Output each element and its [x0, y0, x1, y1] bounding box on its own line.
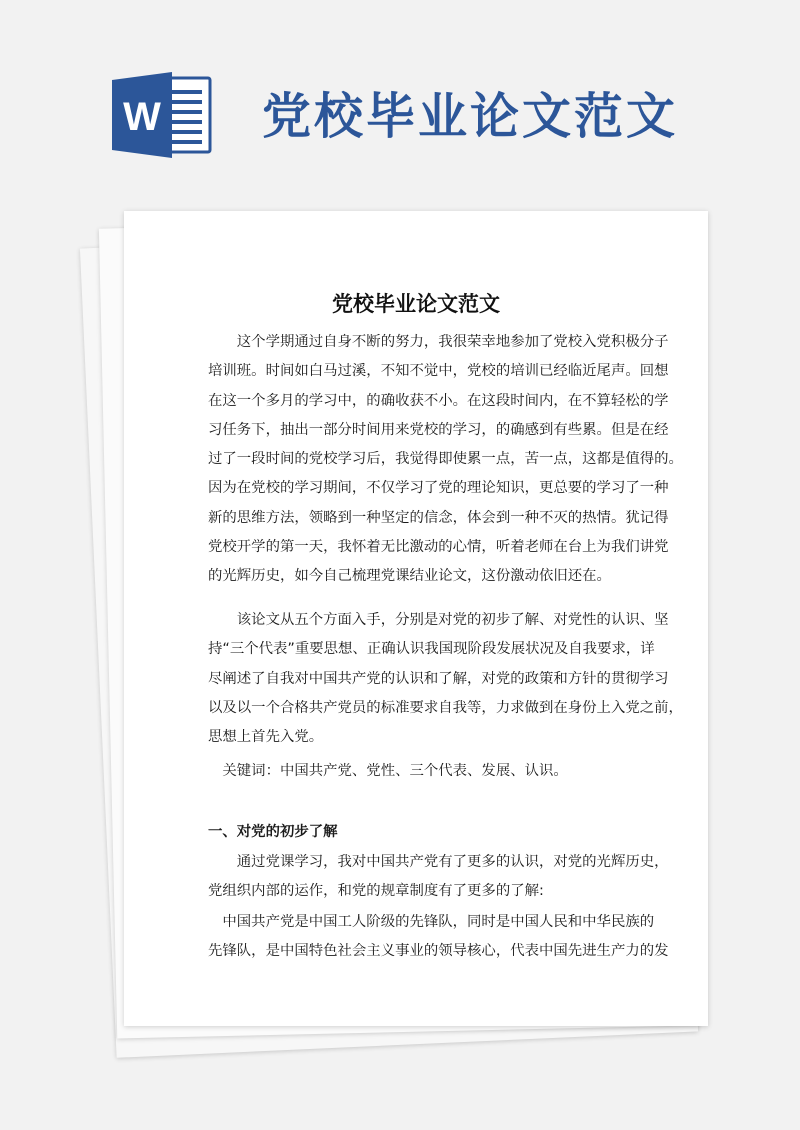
paragraph-section1 — [208, 848, 669, 907]
banner-title: 党校毕业论文范文 — [262, 88, 679, 145]
text-line: 通过党课学习，我对中国共产党有了更多的认识，对党的光辉历史， — [208, 854, 669, 870]
text-line: 先锋队，是中国特色社会主义事业的领导核心，代表中国先进生产力的发 — [208, 943, 669, 960]
word-logo-letter: W — [123, 95, 161, 139]
text-line: 持“三个代表”重要思想、正确认识我国现阶段发展状况及自我要求，详 — [208, 641, 655, 658]
text-line: 新的思维方法，领略到一种坚定的信念，体会到一种不灭的热情。犹记得 — [208, 509, 669, 526]
section-heading: 一、对党的初步了解 — [208, 824, 338, 840]
text-line: 培训班。时间如白马过溪，不知不觉中，党校的培训已经临近尾声。回想 — [208, 363, 669, 380]
keywords-line: 关键词：中国共产党、党性、三个代表、发展、认识。 — [208, 763, 568, 779]
text-line: 的光辉历史，如今自己梳理党课结业论文，这份激动依旧还在。 — [208, 568, 611, 585]
word-logo-icon — [112, 72, 214, 158]
paragraph-summary — [208, 606, 683, 752]
text-line: 思想上首先入党。 — [208, 729, 324, 746]
paragraph-party-definition — [208, 908, 669, 967]
paragraph-intro — [208, 328, 683, 592]
text-line: 党校开学的第一天，我怀着无比激动的心情，听着老师在台上为我们讲党 — [208, 539, 669, 556]
text-line: 过了一段时间的党校学习后，我觉得即使累一点，苦一点，这都是值得的。 — [208, 451, 683, 468]
document-page — [124, 211, 708, 1026]
text-line: 在这一个多月的学习中，的确收获不小。在这段时间内，在不算轻松的学 — [208, 392, 669, 409]
text-line: 党组织内部的运作，和党的规章制度有了更多的了解: — [208, 883, 544, 900]
text-line: 这个学期通过自身不断的努力，我很荣幸地参加了党校入党积极分子 — [208, 334, 669, 350]
text-line: 因为在党校的学习期间，不仅学习了党的理论知识，更总要的学习了一种 — [208, 480, 669, 497]
text-line: 中国共产党是中国工人阶级的先锋队，同时是中国人民和中华民族的 — [208, 914, 655, 930]
document-title: 党校毕业论文范文 — [332, 292, 500, 316]
text-line: 尽阐述了自我对中国共产党的认识和了解，对党的政策和方针的贯彻学习 — [208, 670, 669, 687]
text-line: 以及以一个合格共产党员的标准要求自我等，力求做到在身份上入党之前， — [208, 699, 683, 716]
text-line: 该论文从五个方面入手，分别是对党的初步了解、对党性的认识、坚 — [208, 612, 669, 628]
text-line: 习任务下，抽出一部分时间用来党校的学习，的确感到有些累。但是在经 — [208, 421, 669, 438]
